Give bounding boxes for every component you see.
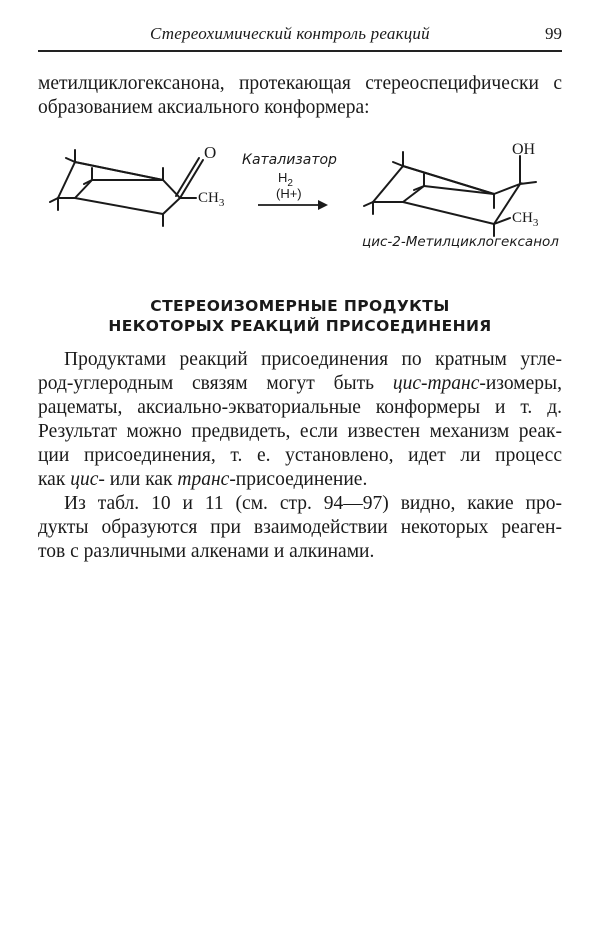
- hydrogen-label: $H_2$: [278, 170, 293, 189]
- paragraph1-line-4: Результат можно предвидеть, если известен механизм реак-: [38, 421, 562, 442]
- intro-line-2: образованием аксиального конформера:: [38, 97, 370, 118]
- running-title: Стереохимический контроль реакций: [150, 24, 430, 43]
- page-number: 99: [545, 24, 562, 43]
- paragraph1-line-5: ции присоединения, т. е. установлено, идет ли процесс: [38, 445, 562, 466]
- product-methyl: $CH_3$: [512, 210, 539, 229]
- paragraph1-line-6: как цис- или как транс-присоединение.: [38, 469, 368, 490]
- product-name: цис-2-Метилциклогексанол: [362, 234, 559, 250]
- reaction-arrow: [258, 200, 328, 210]
- paragraph1-line-1: Продуктами реакций присоединения по кратным угле-: [64, 349, 562, 370]
- paragraph2-line-1: Из табл. 10 и 11 (см. стр. 94—97) видно, какие про-: [64, 493, 562, 514]
- paragraph1-line-3: рацематы, аксиально-экваториальные конформеры и т. д.: [38, 397, 562, 418]
- paragraph2-line-2: дукты образуются при взаимодействии некоторых реаген-: [38, 517, 562, 538]
- product-hydroxyl: OH: [512, 141, 536, 158]
- intro-line-1: метилциклогексанона, протекающая стереоспецифически с: [38, 73, 562, 94]
- reaction-scheme: [38, 128, 568, 263]
- running-head: [38, 22, 562, 52]
- reactant-oxygen: O: [204, 143, 217, 162]
- section-heading-line-2: НЕКОТОРЫХ РЕАКЦИЙ ПРИСОЕДИНЕНИЯ: [108, 317, 492, 335]
- catalyst-label: Катализатор: [242, 152, 337, 168]
- section-heading-line-1: СТЕРЕОИЗОМЕРНЫЕ ПРОДУКТЫ: [150, 297, 450, 315]
- acid-label: (H+): [276, 186, 302, 201]
- product-structure: [364, 152, 536, 236]
- paragraph2-line-3: тов с различными алкенами и алкинами.: [38, 541, 375, 562]
- paragraph1-line-2: род-углеродным связям могут быть цис-транс-изомеры,: [38, 373, 562, 394]
- reactant-structure: [50, 150, 203, 226]
- reactant-methyl: $CH_3$: [198, 190, 225, 209]
